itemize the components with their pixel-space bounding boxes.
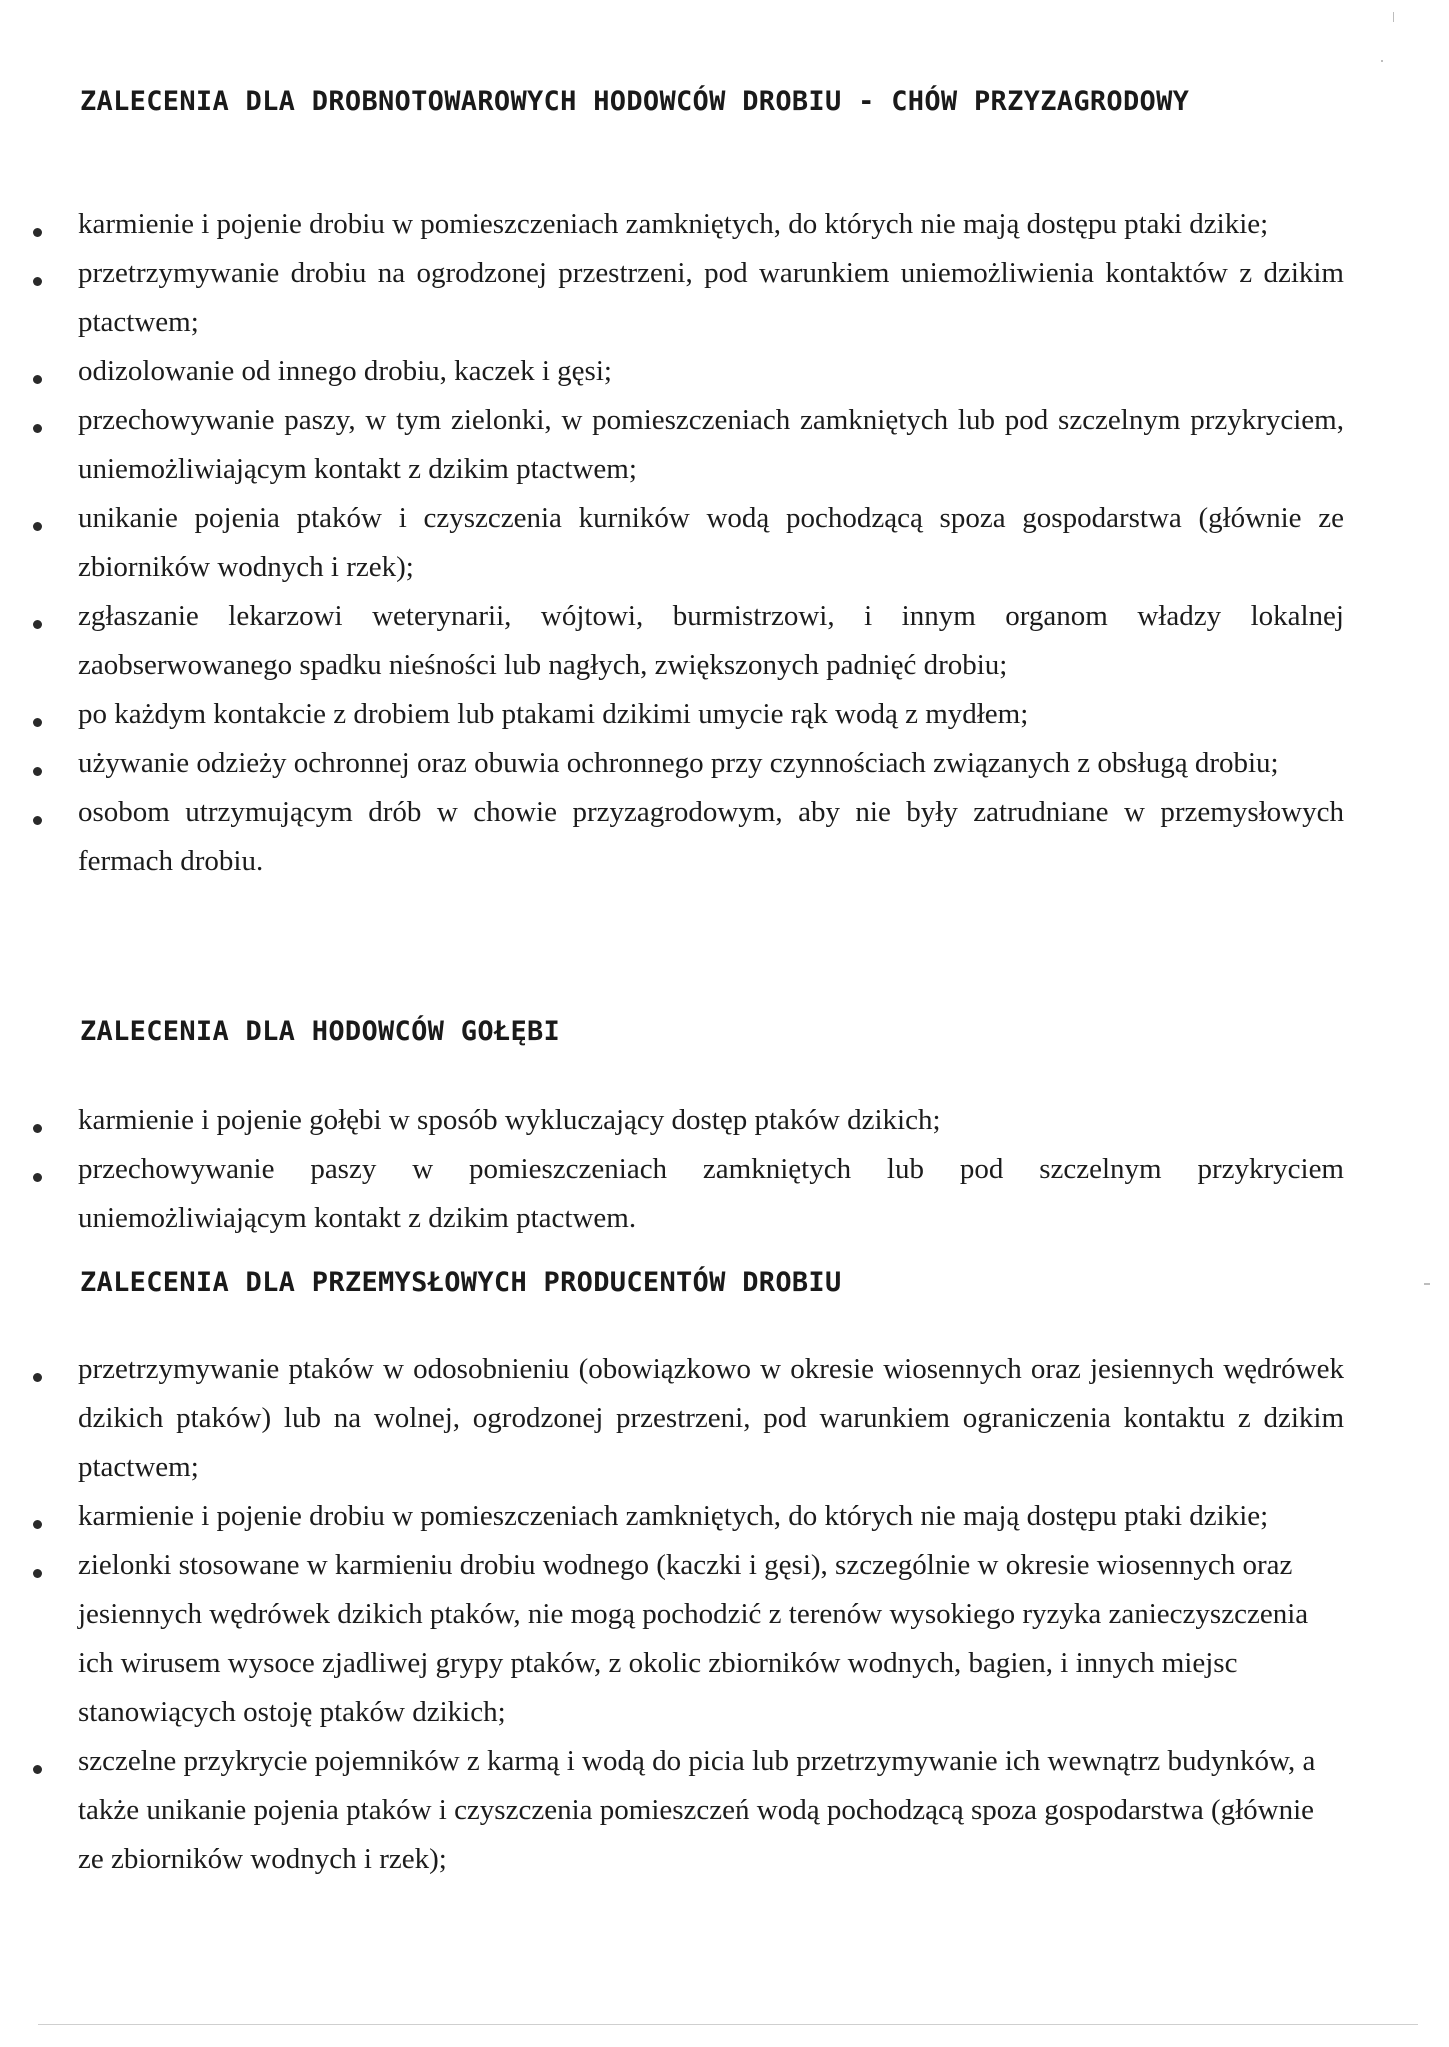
scan-speck bbox=[1424, 1283, 1430, 1285]
bullet-icon bbox=[33, 424, 42, 433]
bullet-icon bbox=[33, 1520, 42, 1529]
list-item: karmienie i pojenie drobiu w pomieszczeniach zamkniętych, do których nie mają dostępu ptaki dzikie; bbox=[0, 1492, 1449, 1541]
bullet-icon bbox=[33, 1173, 42, 1182]
bullet-icon bbox=[33, 767, 42, 776]
recommendation-list bbox=[0, 200, 1449, 886]
bullet-icon bbox=[33, 228, 42, 237]
list-item: karmienie i pojenie gołębi w sposób wykluczający dostęp ptaków dzikich; bbox=[0, 1096, 1449, 1145]
bullet-icon bbox=[33, 375, 42, 384]
list-item: po każdym kontakcie z drobiem lub ptakami dzikimi umycie rąk wodą z mydłem; bbox=[0, 690, 1449, 739]
scan-edge-line bbox=[38, 2024, 1418, 2025]
bullet-icon bbox=[33, 277, 42, 286]
bullet-icon bbox=[33, 620, 42, 629]
bullet-icon bbox=[33, 1569, 42, 1578]
section-heading: ZALECENIA DLA HODOWCÓW GOŁĘBI bbox=[80, 1016, 561, 1047]
recommendation-list bbox=[0, 1345, 1449, 1884]
section-heading: ZALECENIA DLA PRZEMYSŁOWYCH PRODUCENTÓW DROBIU bbox=[80, 1267, 842, 1298]
section-heading: ZALECENIA DLA DROBNOTOWAROWYCH HODOWCÓW DROBIU - CHÓW PRZYZAGRODOWY bbox=[80, 86, 1190, 117]
list-item: przechowywanie paszy w pomieszczeniach zamkniętych lub pod szczelnym przykryciem uniemożliwiającym kontakt z dzikim ptactwem. bbox=[0, 1145, 1449, 1243]
bullet-icon bbox=[33, 1373, 42, 1382]
bullet-icon bbox=[33, 1124, 42, 1133]
bullet-icon bbox=[33, 522, 42, 531]
scan-speck bbox=[1381, 60, 1383, 62]
list-item: używanie odzieży ochronnej oraz obuwia ochronnego przy czynnościach związanych z obsługą drobiu; bbox=[0, 739, 1449, 788]
recommendation-list bbox=[0, 1096, 1449, 1243]
list-item: zielonki stosowane w karmieniu drobiu wodnego (kaczki i gęsi), szczególnie w okresie wiosennych oraz jesiennych wędrówek dzikich ptaków, nie mogą pochodzić z terenów wysokiego ryzyka zanieczyszczenia ich wirusem wysoce zjadliwej grypy ptaków, z okolic zbiorników wodnych, bagien, i innych miejsc stanowiących ostoję ptaków dzikich; bbox=[0, 1541, 1449, 1737]
list-item: przechowywanie paszy, w tym zielonki, w pomieszczeniach zamkniętych lub pod szczelnym przykryciem, uniemożliwiającym kontakt z dzikim ptactwem; bbox=[0, 396, 1449, 494]
bullet-icon bbox=[33, 1765, 42, 1774]
list-item: odizolowanie od innego drobiu, kaczek i gęsi; bbox=[0, 347, 1449, 396]
bullet-icon bbox=[33, 816, 42, 825]
list-item: szczelne przykrycie pojemników z karmą i wodą do picia lub przetrzymywanie ich wewnątrz budynków, a także unikanie pojenia ptaków i czyszczenia pomieszczeń wodą pochodzącą spoza gospodarstwa (głównie ze zbiorników wodnych i rzek); bbox=[0, 1737, 1449, 1884]
scan-speck bbox=[1393, 12, 1394, 22]
list-item: osobom utrzymującym drób w chowie przyzagrodowym, aby nie były zatrudniane w przemysłowych fermach drobiu. bbox=[0, 788, 1449, 886]
list-item: zgłaszanie lekarzowi weterynarii, wójtowi, burmistrzowi, i innym organom władzy lokalnej zaobserwowanego spadku nieśności lub nagłych, zwiększonych padnięć drobiu; bbox=[0, 592, 1449, 690]
list-item: karmienie i pojenie drobiu w pomieszczeniach zamkniętych, do których nie mają dostępu ptaki dzikie; bbox=[0, 200, 1449, 249]
list-item: przetrzymywanie drobiu na ogrodzonej przestrzeni, pod warunkiem uniemożliwienia kontaktów z dzikim ptactwem; bbox=[0, 249, 1449, 347]
list-item: przetrzymywanie ptaków w odosobnieniu (obowiązkowo w okresie wiosennych oraz jesiennych wędrówek dzikich ptaków) lub na wolnej, ogrodzonej przestrzeni, pod warunkiem ograniczenia kontaktu z dzikim ptactwem; bbox=[0, 1345, 1449, 1492]
list-item: unikanie pojenia ptaków i czyszczenia kurników wodą pochodzącą spoza gospodarstwa (głównie ze zbiorników wodnych i rzek); bbox=[0, 494, 1449, 592]
bullet-icon bbox=[33, 718, 42, 727]
